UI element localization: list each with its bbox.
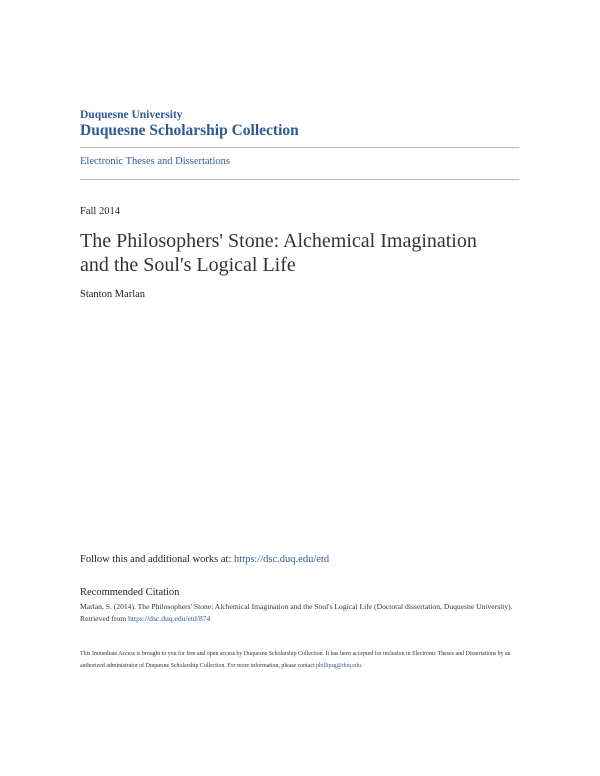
contact-email-link[interactable]: phillipsg@duq.edu: [316, 662, 361, 669]
series-link[interactable]: Electronic Theses and Dissertations: [80, 156, 230, 167]
collection-name-link[interactable]: Duquesne Scholarship Collection: [80, 122, 299, 139]
notice-body: This Immediate Access is brought to you for free and open access by Duquesne Scholarship Collection. It has been accepted for inclusion in Electronic Theses and Dissertations by an authorized administrator of Duquesne Scholarship Collection. For more information, please contact: [80, 651, 511, 669]
header-divider-bottom: [80, 179, 519, 180]
follow-link[interactable]: https://dsc.duq.edu/etd: [234, 554, 330, 565]
citation-body: Marlan, S. (2014). The Philosophers' Stone: Alchemical Imagination and the Soul's Logical Life (Doctoral dissertation, Duquesne University). Retrieved from: [80, 602, 513, 623]
author-name: Stanton Marlan: [80, 289, 146, 300]
citation-text: [80, 601, 519, 625]
follow-line: [80, 555, 329, 566]
notice-end: .: [360, 662, 363, 669]
document-title-line-1: The Philosophers' Stone: Alchemical Imagination: [80, 230, 477, 252]
document-title: [80, 229, 519, 277]
publication-date: Fall 2014: [80, 206, 120, 217]
header-divider-top: [80, 147, 519, 148]
document-title-line-2: and the Soul's Logical Life: [80, 254, 296, 276]
follow-label: Follow this and additional works at:: [80, 554, 234, 565]
cover-page: [80, 0, 519, 776]
university-name: Duquesne University: [80, 109, 183, 121]
citation-link[interactable]: https://dsc.duq.edu/etd/874: [128, 614, 211, 623]
access-notice: [80, 649, 519, 672]
recommended-citation-heading: Recommended Citation: [80, 587, 180, 598]
